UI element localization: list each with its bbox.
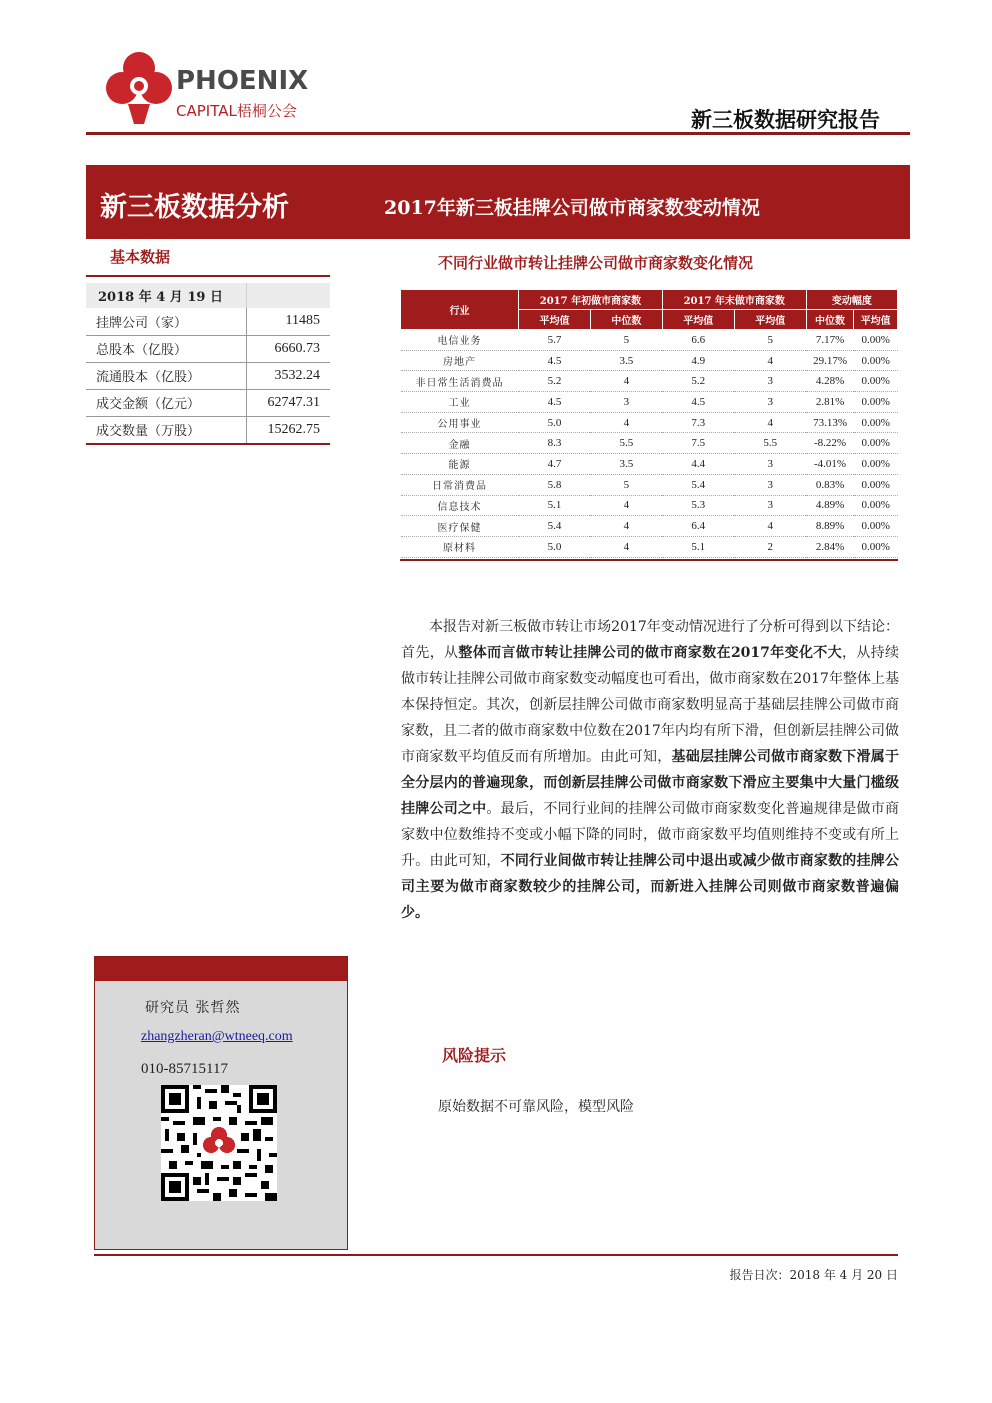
table-row <box>401 433 898 454</box>
basic-data-date: 2018 年 4 月 19 日 <box>86 283 246 308</box>
industry-table-body <box>401 330 898 558</box>
subheader: 平均值 <box>662 310 734 330</box>
table-cell: 5.4 <box>519 516 591 537</box>
table-cell: 0.00% <box>854 371 898 392</box>
row-label: 成交金额（亿元） <box>86 389 246 416</box>
paragraph-bold: 整体而言做市转让挂牌公司的做市商家数在2017年变化不大 <box>458 645 842 661</box>
section-title: 新三板数据分析 <box>100 192 289 223</box>
paragraph-text: 本报告对新三板做市转让市场2017年变动情况进行了分析可得到以下结论：首先，从 <box>401 619 899 661</box>
table-row <box>86 362 330 389</box>
industry-table-title: 不同行业做市转让挂牌公司做市商家数变化情况 <box>438 254 754 272</box>
analyst-email-link[interactable]: zhangzheran@wtneeq.com <box>141 1029 293 1044</box>
row-value: 11485 <box>246 308 330 335</box>
logo-subtitle: CAPITAL梧桐公会 <box>176 102 297 120</box>
table-cell: 6.6 <box>662 330 734 351</box>
subheader: 平均值 <box>519 310 591 330</box>
table-cell: 4 <box>590 495 662 516</box>
table-cell: 0.00% <box>854 330 898 351</box>
table-cell: -4.01% <box>806 454 854 475</box>
industry-name: 非日常生活消费品 <box>401 371 519 392</box>
table-cell: 4 <box>734 412 806 433</box>
table-cell: 3.5 <box>590 454 662 475</box>
table-row <box>86 335 330 362</box>
header-change: 变动幅度 <box>806 290 897 310</box>
table-cell: 4 <box>590 536 662 557</box>
subheader: 中位数 <box>806 310 854 330</box>
analyst-phone: 010-85715117 <box>141 1061 228 1077</box>
table-cell: 5.5 <box>734 433 806 454</box>
paragraph-text: 。最后，不同行业间的挂牌公司做市商家数变化普遍规律是做市商家数中位数维持不变或小幅下降的同时，做市商家数平均值则维持不变或有所上升。由此可知， <box>401 801 900 869</box>
table-cell: 4.5 <box>662 392 734 413</box>
table-cell: 73.13% <box>806 412 854 433</box>
table-cell: 5.1 <box>662 536 734 557</box>
table-cell: 5.2 <box>519 371 591 392</box>
table-cell: 5.7 <box>519 330 591 351</box>
table-cell: 4.89% <box>806 495 854 516</box>
table-cell: 3 <box>734 495 806 516</box>
table-cell: 5.0 <box>519 412 591 433</box>
subheader: 平均值 <box>854 310 898 330</box>
table-cell: 5 <box>590 474 662 495</box>
table-row <box>401 474 898 495</box>
table-row <box>86 389 330 416</box>
table-cell: 0.00% <box>854 412 898 433</box>
table-cell: 4.9 <box>662 350 734 371</box>
table-cell: 4 <box>734 516 806 537</box>
table-cell: 4.7 <box>519 454 591 475</box>
table-cell: 4.28% <box>806 371 854 392</box>
basic-data-header-blank <box>246 283 330 308</box>
analyst-name: 研究员 张哲然 <box>145 1000 241 1016</box>
document-type: 新三板数据研究报告 <box>691 108 880 132</box>
row-label: 流通股本（亿股） <box>86 362 246 389</box>
table-row <box>401 536 898 557</box>
table-cell: 4 <box>590 371 662 392</box>
industry-name: 工业 <box>401 392 519 413</box>
table-row <box>86 308 330 335</box>
table-cell: 5.5 <box>590 433 662 454</box>
table-cell: 0.83% <box>806 474 854 495</box>
subheader: 中位数 <box>590 310 662 330</box>
table-cell: 0.00% <box>854 495 898 516</box>
table-cell: 2.84% <box>806 536 854 557</box>
table-cell: 7.17% <box>806 330 854 351</box>
phoenix-logo-icon <box>106 48 172 126</box>
header-begin: 2017 年初做市商家数 <box>519 290 663 310</box>
table-cell: 0.00% <box>854 350 898 371</box>
table-cell: 3 <box>590 392 662 413</box>
table-cell: 8.3 <box>519 433 591 454</box>
table-row <box>401 516 898 537</box>
table-cell: 7.5 <box>662 433 734 454</box>
paragraph-text: ，从持续做市转让挂牌公司做市商家数变动幅度也可看出，做市商家数在2017年整体上基本保持恒定。其次，创新层挂牌公司做市商家数明显高于基础层挂牌公司做市商家数，且二者的做市商家数中位数在2017年内均有所下滑，但创新层挂牌公司做市商家数平均值反而有所增加。由此可知， <box>401 645 900 765</box>
report-title: 2017年新三板挂牌公司做市商家数变动情况 <box>384 197 760 219</box>
table-cell: 4 <box>590 412 662 433</box>
table-cell: 0.00% <box>854 474 898 495</box>
qr-code-icon <box>161 1085 277 1201</box>
industry-name: 电信业务 <box>401 330 519 351</box>
basic-data-top-rule <box>86 275 330 277</box>
table-cell: 0.00% <box>854 536 898 557</box>
table-cell: 3 <box>734 392 806 413</box>
table-cell: 8.89% <box>806 516 854 537</box>
industry-name: 原材料 <box>401 536 519 557</box>
row-value: 6660.73 <box>246 335 330 362</box>
table-row <box>401 350 898 371</box>
basic-data-title: 基本数据 <box>110 248 171 266</box>
table-cell: 0.00% <box>854 392 898 413</box>
table-row <box>401 495 898 516</box>
table-cell: 3.5 <box>590 350 662 371</box>
industry-name: 医疗保健 <box>401 516 519 537</box>
industry-name: 信息技术 <box>401 495 519 516</box>
industry-table <box>400 289 898 558</box>
table-cell: 5.8 <box>519 474 591 495</box>
header-industry: 行业 <box>401 290 519 330</box>
table-row <box>401 371 898 392</box>
table-cell: 3 <box>734 371 806 392</box>
row-label: 成交数量（万股） <box>86 416 246 443</box>
subheader: 平均值 <box>734 310 806 330</box>
row-label: 总股本（亿股） <box>86 335 246 362</box>
table-row <box>401 412 898 433</box>
table-cell: 0.00% <box>854 433 898 454</box>
logo-name: PHOENIX <box>176 66 309 96</box>
industry-name: 公用事业 <box>401 412 519 433</box>
table-cell: 5.1 <box>519 495 591 516</box>
table-cell: 4 <box>590 516 662 537</box>
report-date: 报告日次：2018 年 4 月 20 日 <box>729 1268 898 1282</box>
table-row <box>401 392 898 413</box>
table-cell: 3 <box>734 454 806 475</box>
paragraph-bold: 基础层挂牌公司做市商家数下滑属于全分层内的普遍现象，而创新层挂牌公司做市商家数下滑应主要集中大量门槛级挂牌公司之中 <box>401 749 900 817</box>
table-cell: 4 <box>734 350 806 371</box>
table-cell: -8.22% <box>806 433 854 454</box>
table-cell: 5 <box>734 330 806 351</box>
table-cell: 5.3 <box>662 495 734 516</box>
industry-name: 能源 <box>401 454 519 475</box>
table-cell: 3 <box>734 474 806 495</box>
table-cell: 4.5 <box>519 350 591 371</box>
table-cell: 4.4 <box>662 454 734 475</box>
table-cell: 5 <box>590 330 662 351</box>
row-value: 3532.24 <box>246 362 330 389</box>
table-cell: 2.81% <box>806 392 854 413</box>
risk-text: 原始数据不可靠风险，模型风险 <box>438 1099 634 1115</box>
table-cell: 4.5 <box>519 392 591 413</box>
analyst-box <box>94 956 348 1250</box>
basic-data-bottom-rule <box>86 443 330 445</box>
table-cell: 7.3 <box>662 412 734 433</box>
row-value: 15262.75 <box>246 416 330 443</box>
conclusion-paragraph <box>401 614 899 926</box>
table-cell: 29.17% <box>806 350 854 371</box>
risk-title: 风险提示 <box>442 1046 507 1065</box>
table-cell: 6.4 <box>662 516 734 537</box>
row-label: 挂牌公司（家） <box>86 308 246 335</box>
industry-name: 日常消费品 <box>401 474 519 495</box>
table-cell: 0.00% <box>854 516 898 537</box>
analyst-box-bar <box>95 957 347 981</box>
header-end: 2017 年末做市商家数 <box>662 290 806 310</box>
table-cell: 5.4 <box>662 474 734 495</box>
table-row <box>401 330 898 351</box>
table-cell: 5.0 <box>519 536 591 557</box>
table-row <box>401 454 898 475</box>
title-banner <box>86 165 910 239</box>
industry-name: 金融 <box>401 433 519 454</box>
row-value: 62747.31 <box>246 389 330 416</box>
table-cell: 5.2 <box>662 371 734 392</box>
table-cell: 2 <box>734 536 806 557</box>
industry-name: 房地产 <box>401 350 519 371</box>
industry-table-bottom-rule <box>400 559 898 561</box>
footer-divider <box>94 1254 898 1256</box>
table-row <box>86 416 330 443</box>
basic-data-table <box>86 283 330 444</box>
table-cell: 0.00% <box>854 454 898 475</box>
paragraph-bold: 不同行业间做市转让挂牌公司中退出或减少做市商家数的挂牌公司主要为做市商家数较少的挂牌公司，而新进入挂牌公司则做市商家数普遍偏少。 <box>401 853 900 921</box>
company-logo <box>106 48 326 128</box>
header-divider <box>86 132 910 135</box>
